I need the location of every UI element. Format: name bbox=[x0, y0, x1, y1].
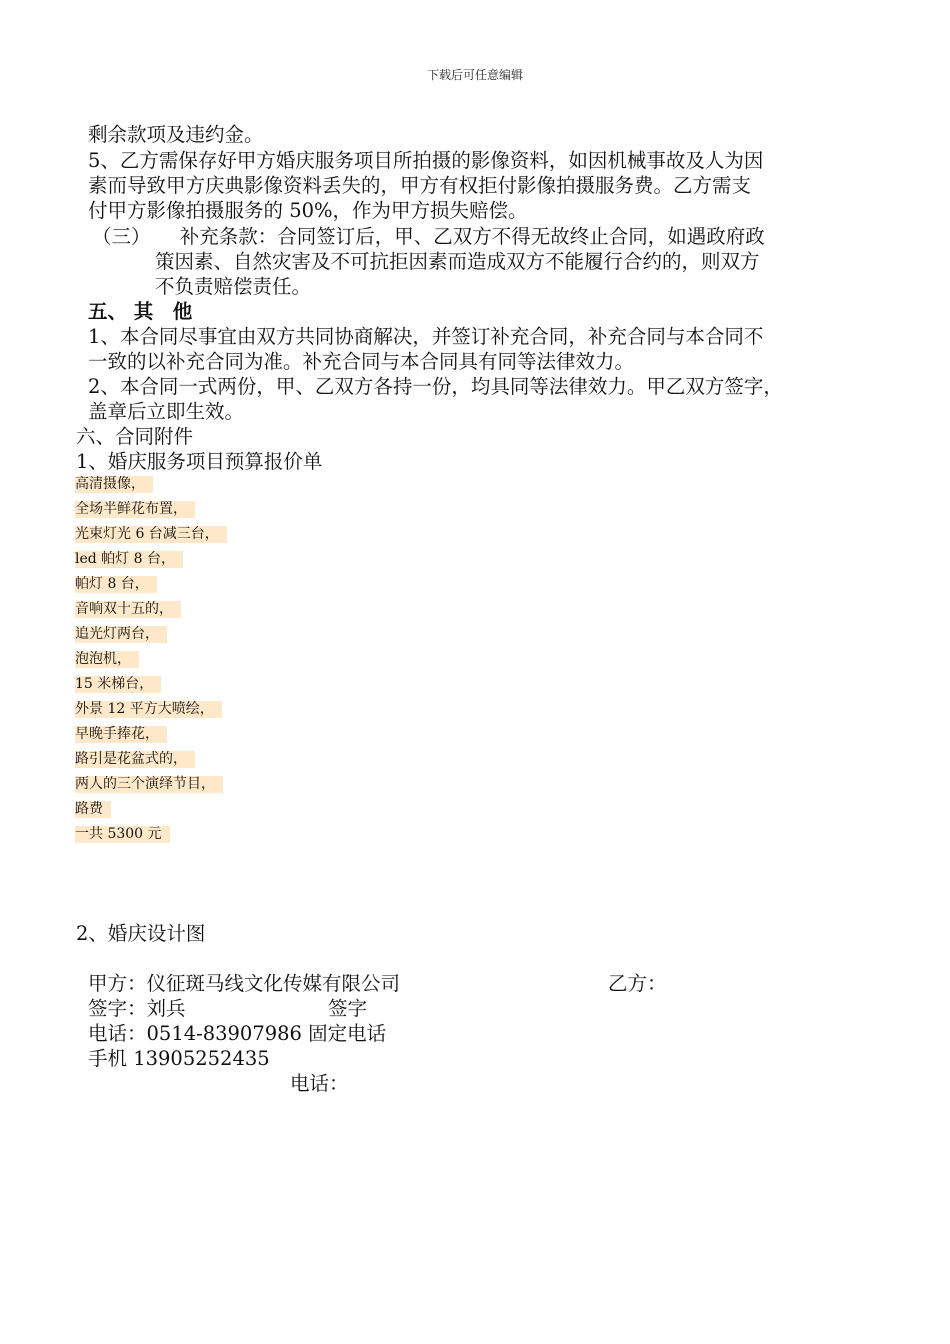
budget-item: 一共 5300 元 bbox=[75, 826, 170, 843]
party-a-phone: 电话：0514-83907986 固定电话 bbox=[88, 1022, 387, 1045]
budget-item: 早晚手捧花， bbox=[75, 726, 167, 743]
attachment-two-title: 2、婚庆设计图 bbox=[76, 922, 206, 945]
budget-item: 外景 12 平方大喷绘， bbox=[75, 701, 222, 718]
text-line: 策因素、自然灾害及不可抗拒因素而造成双方不能履行合约的，则双方 bbox=[155, 250, 760, 273]
party-b-label: 乙方： bbox=[608, 972, 667, 995]
section-heading-five: 五、 其 他 bbox=[88, 300, 193, 323]
page-header: 下载后可任意编辑 bbox=[426, 68, 523, 82]
text-line: 盖章后立即生效。 bbox=[88, 400, 245, 423]
party-b-signature: 签字 bbox=[328, 997, 368, 1020]
budget-item: 路引是花盆式的， bbox=[75, 751, 195, 768]
text-line: 1、本合同尽事宜由双方共同协商解决，并签订补充合同，补充合同与本合同不 bbox=[88, 325, 764, 348]
party-a-signature: 签字：刘兵 bbox=[88, 997, 186, 1020]
attachment-one-title: 1、婚庆服务项目预算报价单 bbox=[76, 450, 323, 473]
text-line: 付甲方影像拍摄服务的 50%，作为甲方损失赔偿。 bbox=[88, 199, 528, 222]
budget-item: 路费 bbox=[75, 801, 111, 818]
text-line: 素而导致甲方庆典影像资料丢失的，甲方有权拒付影像拍摄服务费。乙方需支 bbox=[88, 174, 752, 197]
text-line: 2、本合同一式两份，甲、乙双方各持一份，均具同等法律效力。甲乙双方签字， bbox=[88, 375, 783, 398]
text-line: 一致的以补充合同为准。补充合同与本合同具有同等法律效力。 bbox=[88, 350, 635, 373]
text-line: 剩余款项及违约金。 bbox=[88, 123, 264, 146]
budget-item: 泡泡机， bbox=[75, 651, 139, 668]
budget-item: led 帕灯 8 台， bbox=[75, 551, 183, 568]
budget-item: 帕灯 8 台， bbox=[75, 576, 157, 593]
budget-item: 两人的三个演绎节目， bbox=[75, 776, 223, 793]
budget-item: 15 米梯台， bbox=[75, 676, 161, 693]
budget-item: 光束灯光 6 台减三台， bbox=[75, 526, 227, 543]
party-a-name: 甲方：仪征斑马线文化传媒有限公司 bbox=[88, 972, 401, 995]
party-a-mobile: 手机 13905252435 bbox=[88, 1047, 270, 1070]
text-line: 不负责赔偿责任。 bbox=[155, 275, 312, 298]
text-line: 5、乙方需保存好甲方婚庆服务项目所拍摄的影像资料，如因机械事故及人为因 bbox=[88, 149, 764, 172]
section-heading-six: 六、合同附件 bbox=[76, 425, 194, 448]
budget-item: 高清摄像， bbox=[75, 476, 153, 493]
clause-three-line: （三） 补充条款：合同签订后，甲、乙双方不得无故终止合同，如遇政府政 bbox=[92, 225, 765, 248]
budget-item: 全场半鲜花布置， bbox=[75, 501, 195, 518]
budget-item: 音响双十五的， bbox=[75, 601, 181, 618]
party-b-phone: 电话： bbox=[290, 1072, 349, 1095]
budget-item: 追光灯两台， bbox=[75, 626, 167, 643]
